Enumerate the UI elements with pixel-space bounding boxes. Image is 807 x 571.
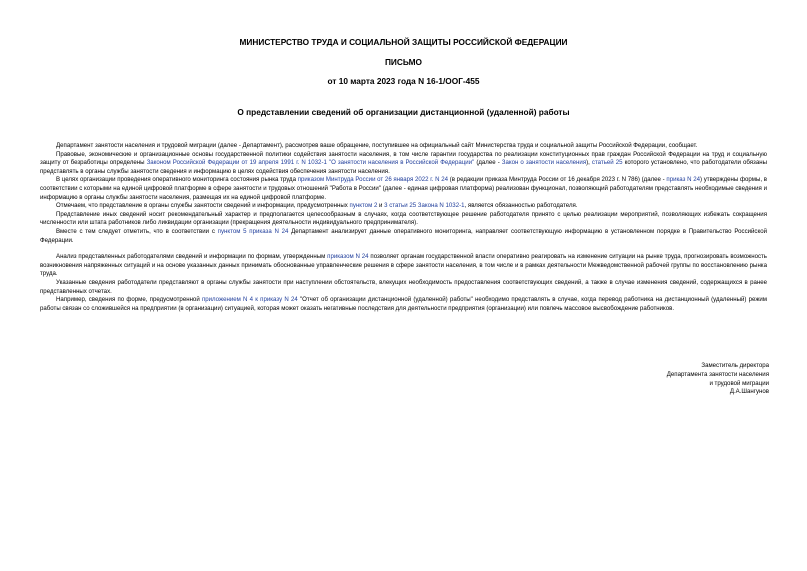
paragraph-9 [40,296,767,313]
paragraph-6 [40,228,767,245]
paragraph-text: В целях организации проведения оперативного мониторинга состояния рынка труда [56,176,298,184]
signer-department: Департамента занятости населения [666,370,769,378]
paragraph-text: ) утверждены формы, в соответствии с которыми на единой цифровой платформе в сфере занятости и трудовых отношений "Работа в России" (далее - единая цифровая платформа) реализован функционал, позволяющий работодателям представлять необходимые сведения и информацию в органы службы занятости населения, размещая их на единой цифровой платформе. [40,176,767,201]
clause-5-order-24-link[interactable]: пунктом 5 приказа N 24 [217,227,289,235]
paragraph-text: которого установлено, что работодатели обязаны представлять в органы службы занятости сведения и информацию в целях содействия обеспечения занятости населения. [40,159,767,175]
order-24-ref-link[interactable]: приказом N 24 [327,253,369,261]
paragraph-1: Департамент занятости населения и трудовой миграции (далее - Департамент), рассмотрев ваше обращение, поступившее на официальный сайт Министерства труда и социальной защиты Российской Федерации, сообщает. [56,142,698,149]
paragraph-text: Анализ представленных работодателями сведений и информации по формам, утвержденным [56,253,328,261]
paragraph-2 [40,151,767,177]
paragraph-text: и [377,202,385,210]
article-25-clause-3-link[interactable]: 3 статьи 25 Закона N 1032-1 [384,202,465,210]
paragraph-3 [40,176,767,202]
paragraph-text: ), [586,159,592,167]
signer-department-cont: и трудовой миграции [709,379,769,387]
paragraph-text: (далее - [474,159,502,167]
law-1032-1-link[interactable]: Законом Российской Федерации от 19 апреля 1991 г. N 1032-1 "О занятости населения в Российской Федерации" [146,159,475,167]
paragraph-text: Правовые, экономические и организационные основы государственной политики содействия занятости населения, в том числе гарантии государства по реализации конституционных прав граждан Российской Федерации на труд и социальную защиту от безработицы определены [40,150,767,167]
paragraph-text: Отмечаем, что представление в органы службы занятости сведений и информации, предусмотренных [56,202,350,210]
appendix-4-link[interactable]: приложением N 4 к приказу N 24 [201,296,298,304]
signature-block [569,362,769,397]
paragraph-text: "Отчет об организации дистанционной (удаленной) работы" необходимо представлять в случае, когда перевод работника на дистанционный (удаленный) режим работы связан со сложившейся на предприятии (в организации) ситуацией, которая может оказать негативные последствия для деятельности предприятия (организации) или повлечь массовое высвобождение работников. [40,296,767,312]
paragraph-5: Представление иных сведений носит рекомендательный характер и предполагается целесообразным в случаях, когда соответствующее решение работодателя принято с целью реализации мероприятий, позволяющих избежать сокращения численности или штата работников либо ликвидации организации (прекращения деятельности индивидуального предпринимателя). [40,210,767,227]
order-24-short-link[interactable]: приказ N 24 [666,176,700,184]
ministry-title: МИНИСТЕРСТВО ТРУДА И СОЦИАЛЬНОЙ ЗАЩИТЫ РОССИЙСКОЙ ФЕДЕРАЦИИ [239,37,568,47]
paragraph-text: позволяет органам государственной власти оперативно реагировать на изменение ситуации на рынке труда, прогнозировать возможность возникновения напряженных ситуаций и на основе указанных данных принимать обоснованные управленческие решения в сфере занятости населения, в том числе и в рамках деятельности Межведомственной рабочей группы по восстановлению рынка труда. [40,253,767,278]
paragraph-text: Департамент анализирует данные оперативного мониторинга, направляет соответствующую информацию в установленном порядке в Правительство Российской Федерации. [40,227,767,244]
article-25-link[interactable]: статьей 25 [591,159,623,167]
paragraph-7 [40,253,767,279]
paragraph-text: (в редакции приказа Минтруда России от 16 декабря 2023 г. N 786) (далее - [448,176,667,184]
paragraph-text: , является обязанностью работодателя. [464,202,578,210]
document-subject: О представлении сведений об организации дистанционной (удаленной) работы [237,107,570,117]
order-24-link[interactable]: приказом Минтруда России от 26 января 2022 г. N 24 [297,176,448,184]
document-type: ПИСЬМО [384,57,423,67]
employment-law-link[interactable]: Закон о занятости населения [501,159,587,167]
paragraph-8: Указанные сведения работодатели представляют в органы службы занятости при наступлении обстоятельств, влекущих необходимость предоставления соответствующих сведений, а также в случае изменения сведений, содержащихся в ранее представленных отчетах. [40,278,767,295]
paragraph-text: Вместе с тем следует отметить, что в соответствии с [56,227,218,235]
signer-name: Д.А.Шангунов [729,388,769,396]
document-date-number: от 10 марта 2023 года N 16-1/ООГ-455 [327,76,480,86]
clause-2-link[interactable]: пунктом 2 [349,202,378,210]
paragraph-4 [40,202,767,211]
letter-body [40,142,767,313]
signer-position: Заместитель директора [701,362,769,369]
paragraph-text: Например, сведения по форме, предусмотренной [56,296,202,304]
